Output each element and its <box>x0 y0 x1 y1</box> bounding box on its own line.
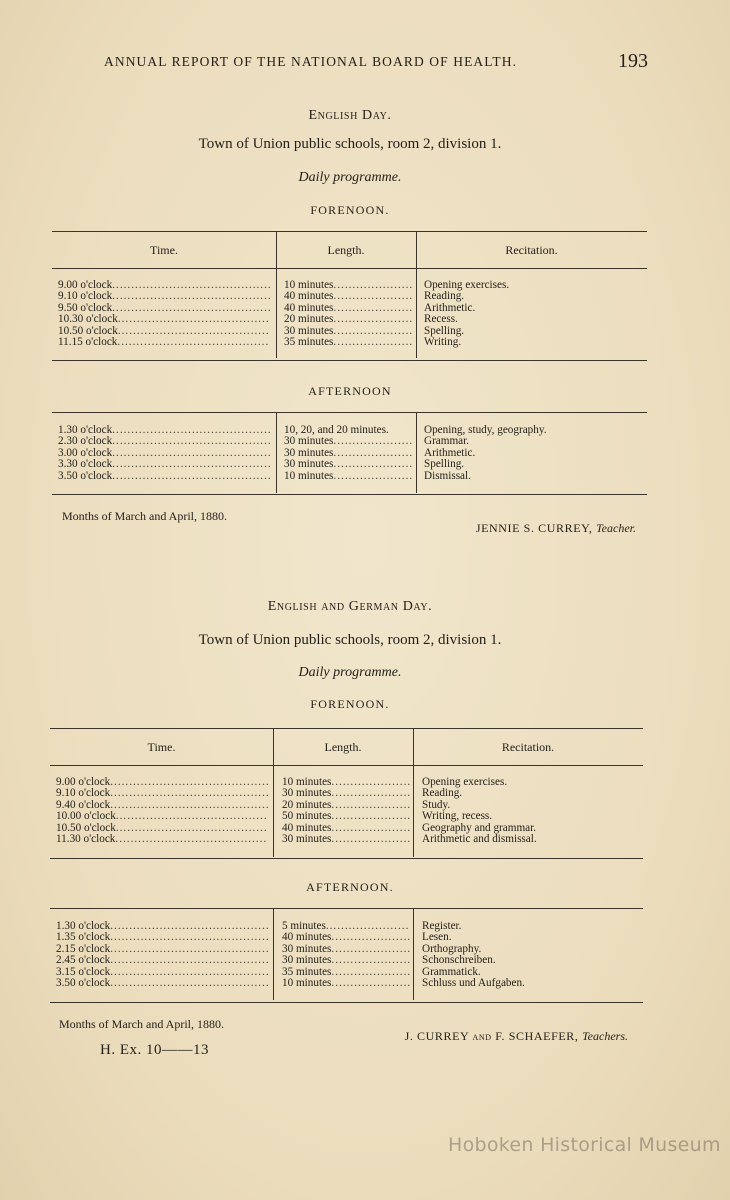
time-cell <box>58 436 270 447</box>
recitation-cell-text: Opening, study, geography. <box>424 425 547 436</box>
section2-forenoon-label: FORENOON. <box>310 697 390 711</box>
recitation-cell <box>422 978 642 989</box>
time-cell <box>58 459 270 470</box>
dot-leader <box>333 314 412 325</box>
recitation-cell <box>424 291 644 302</box>
dot-leader <box>110 777 268 788</box>
section1-afternoon-table <box>52 412 647 496</box>
time-cell-text: 2.45 o'clock <box>56 955 111 967</box>
time-cell-text: 11.15 o'clock <box>58 337 118 348</box>
length-cell <box>284 337 412 348</box>
dot-leader <box>110 800 268 811</box>
length-cell-text: 30 minutes <box>282 955 332 967</box>
dot-leader <box>110 978 268 989</box>
recitation-cell-text: Geography and grammar. <box>422 822 537 834</box>
length-cell-text: 30 minutes <box>284 459 334 471</box>
dot-leader <box>112 291 270 302</box>
length-cell-text: 10 minutes <box>282 978 332 989</box>
section1-signature <box>476 521 636 536</box>
time-cell <box>56 811 268 822</box>
table-header <box>50 728 643 766</box>
dot-leader <box>112 471 270 482</box>
recitation-cell <box>424 303 644 314</box>
recitation-cell-text: Recess. <box>424 314 458 326</box>
length-cell-text: 10 minutes <box>284 280 334 291</box>
page-number: 193 <box>618 50 648 72</box>
dot-leader <box>110 788 268 799</box>
length-cell <box>284 448 412 459</box>
dot-leader <box>110 955 268 966</box>
section2-signature <box>405 1029 628 1044</box>
recitation-cell-text: Register. <box>422 921 462 932</box>
dot-leader <box>331 811 410 822</box>
dot-leader <box>331 800 410 811</box>
table-row <box>50 967 643 978</box>
time-cell <box>56 788 268 799</box>
time-cell-text: 10.00 o'clock <box>56 811 116 823</box>
length-cell <box>282 811 410 822</box>
time-cell <box>56 944 268 955</box>
time-cell <box>56 967 268 978</box>
table-row <box>52 291 647 302</box>
length-cell-text: 35 minutes <box>284 337 334 348</box>
dot-leader <box>333 326 412 337</box>
table-row <box>52 280 647 291</box>
column-header-recitation: Recitation. <box>505 242 558 257</box>
recitation-cell <box>424 326 644 337</box>
length-cell-text: 10 minutes <box>282 777 332 788</box>
dot-leader <box>333 303 412 314</box>
section1-subtitle: Town of Union public schools, room 2, division 1. <box>198 136 502 152</box>
recitation-cell-text: Opening exercises. <box>422 777 508 788</box>
dot-leader <box>333 459 412 470</box>
recitation-cell <box>422 967 642 978</box>
recitation-cell-text: Spelling. <box>424 459 465 471</box>
table-row <box>50 834 643 845</box>
table-row <box>50 800 643 811</box>
time-cell <box>56 921 268 932</box>
recitation-cell-text: Dismissal. <box>424 470 471 482</box>
column-header-recitation: Recitation. <box>501 739 555 754</box>
time-cell-text: 10.50 o'clock <box>58 325 118 337</box>
recitation-cell <box>424 425 644 436</box>
recitation-cell <box>422 777 642 788</box>
dot-leader <box>116 811 268 822</box>
column-header-time: Time. <box>150 242 178 257</box>
length-cell <box>282 834 410 845</box>
length-cell-text: 40 minutes <box>282 932 332 944</box>
length-cell <box>284 303 412 314</box>
dot-leader <box>112 303 270 314</box>
recitation-cell <box>422 955 642 966</box>
time-cell <box>58 337 270 348</box>
length-cell-text: 30 minutes <box>284 436 334 448</box>
length-cell-text: 10, 20, and 20 minutes. <box>284 425 389 436</box>
dot-leader <box>110 944 268 955</box>
recitation-cell-text: Writing, recess. <box>422 811 493 823</box>
dot-leader <box>333 337 412 348</box>
dot-leader <box>333 448 412 459</box>
time-cell <box>56 777 268 788</box>
time-cell <box>58 448 270 459</box>
dot-leader <box>331 788 410 799</box>
recitation-cell <box>424 471 644 482</box>
recitation-cell-text: Writing. <box>424 337 462 348</box>
length-cell <box>284 436 412 447</box>
recitation-cell <box>424 459 644 470</box>
table-row <box>50 777 643 788</box>
section2-forenoon-table <box>50 728 643 860</box>
table-bottom-rule <box>52 360 647 361</box>
section2-afternoon-label: AFTERNOON. <box>306 880 394 894</box>
length-cell <box>284 314 412 325</box>
dot-leader <box>112 459 270 470</box>
length-cell <box>284 471 412 482</box>
length-cell <box>282 978 410 989</box>
table-row <box>50 932 643 943</box>
time-cell <box>56 834 268 845</box>
length-cell <box>282 823 410 834</box>
dot-leader <box>331 944 410 955</box>
recitation-cell-text: Lesen. <box>422 932 452 944</box>
recitation-cell <box>424 436 644 447</box>
dot-leader <box>112 425 270 436</box>
dot-leader <box>331 978 410 989</box>
section1-programme: Daily programme. <box>298 170 402 185</box>
section1-forenoon-table <box>52 231 647 361</box>
dot-leader <box>116 823 268 834</box>
length-cell <box>284 425 412 436</box>
time-cell-text: 9.40 o'clock <box>56 799 111 811</box>
table-row <box>52 303 647 314</box>
recitation-cell <box>424 314 644 325</box>
dot-leader <box>118 326 270 337</box>
length-cell-text: 50 minutes <box>282 811 332 823</box>
dot-leader <box>112 436 270 447</box>
time-cell <box>58 280 270 291</box>
dot-leader <box>117 337 270 348</box>
table-row <box>52 471 647 482</box>
section1-forenoon-label: FORENOON. <box>310 203 390 217</box>
section1-months: Months of March and April, 1880. <box>62 509 227 523</box>
time-cell-text: 1.30 o'clock <box>56 921 111 932</box>
time-cell <box>56 955 268 966</box>
length-cell-text: 30 minutes <box>282 943 332 955</box>
recitation-cell <box>422 823 642 834</box>
time-cell-text: 3.30 o'clock <box>58 459 113 471</box>
recitation-cell-text: Reading. <box>422 788 463 800</box>
table-top-rule <box>50 908 643 909</box>
recitation-cell-text: Spelling. <box>424 325 465 337</box>
recitation-cell-text: Arithmetic and dismissal. <box>422 834 537 845</box>
recitation-cell-text: Grammar. <box>424 436 470 448</box>
length-cell-text: 35 minutes <box>282 966 332 978</box>
table-top-rule <box>52 412 647 413</box>
dot-leader <box>331 955 410 966</box>
section2-months: Months of March and April, 1880. <box>59 1017 224 1031</box>
teacher-role: Teachers. <box>582 1029 628 1043</box>
dot-leader <box>333 280 412 291</box>
column-header-length: Length. <box>324 739 362 754</box>
time-cell <box>58 291 270 302</box>
table-row <box>50 944 643 955</box>
table-row <box>52 337 647 348</box>
recitation-cell <box>422 921 642 932</box>
time-cell <box>58 314 270 325</box>
teacher-role: Teacher. <box>596 521 636 535</box>
teacher-and: and <box>472 1029 492 1043</box>
length-cell <box>282 967 410 978</box>
length-cell-text: 40 minutes <box>282 822 332 834</box>
section2-afternoon-table <box>50 908 643 1004</box>
length-cell <box>282 944 410 955</box>
length-cell-text: 40 minutes <box>284 291 334 303</box>
table-row <box>50 921 643 932</box>
dot-leader <box>333 436 412 447</box>
dot-leader <box>115 834 268 845</box>
section2-programme: Daily programme. <box>298 665 402 680</box>
length-cell <box>282 800 410 811</box>
dot-leader <box>331 823 410 834</box>
length-cell-text: 30 minutes <box>284 325 334 337</box>
time-cell-text: 9.50 o'clock <box>58 302 113 314</box>
length-cell <box>282 932 410 943</box>
recitation-cell-text: Arithmetic. <box>424 447 476 459</box>
recitation-cell-text: Grammatick. <box>422 966 481 978</box>
time-cell-text: 11.30 o'clock <box>56 834 116 845</box>
section2-title: English and German Day. <box>267 599 433 614</box>
time-cell-text: 10.30 o'clock <box>58 314 118 326</box>
time-cell-text: 10.50 o'clock <box>56 822 116 834</box>
teacher-name-1: J. CURREY <box>404 1029 469 1043</box>
dot-leader <box>110 921 268 932</box>
teacher-name: JENNIE S. CURREY, <box>475 521 593 535</box>
time-cell <box>56 932 268 943</box>
table-bottom-rule <box>50 1002 643 1003</box>
table-row <box>50 978 643 989</box>
length-cell <box>284 326 412 337</box>
length-cell <box>282 921 410 932</box>
table-row <box>50 788 643 799</box>
section2-subtitle: Town of Union public schools, room 2, division 1. <box>198 632 502 648</box>
length-cell-text: 20 minutes <box>284 314 334 326</box>
recitation-cell-text: Orthography. <box>422 943 482 955</box>
dot-leader <box>326 921 410 932</box>
dot-leader <box>110 932 268 943</box>
time-cell-text: 1.30 o'clock <box>58 425 113 436</box>
table-row <box>52 425 647 436</box>
table-row <box>52 459 647 470</box>
length-cell-text: 30 minutes <box>284 447 334 459</box>
column-header-length: Length. <box>327 242 365 257</box>
time-cell-text: 3.50 o'clock <box>56 978 111 989</box>
dot-leader <box>331 967 410 978</box>
time-cell-text: 9.10 o'clock <box>58 291 113 303</box>
table-row <box>52 326 647 337</box>
dot-leader <box>331 777 410 788</box>
time-cell <box>56 978 268 989</box>
table-header <box>52 231 647 269</box>
recitation-cell-text: Schluss und Aufgaben. <box>422 978 525 989</box>
length-cell-text: 20 minutes <box>282 799 332 811</box>
dot-leader <box>112 448 270 459</box>
time-cell-text: 9.00 o'clock <box>58 280 113 291</box>
dot-leader <box>333 471 412 482</box>
watermark: Hoboken Historical Museum <box>448 1134 721 1156</box>
running-title: ANNUAL REPORT OF THE NATIONAL BOARD OF HEALTH. <box>104 54 518 69</box>
recitation-cell <box>422 811 642 822</box>
recitation-cell <box>422 944 642 955</box>
time-cell <box>58 425 270 436</box>
length-cell <box>284 459 412 470</box>
time-cell <box>58 326 270 337</box>
table-row <box>50 955 643 966</box>
recitation-cell <box>422 800 642 811</box>
length-cell <box>282 777 410 788</box>
recitation-cell-text: Reading. <box>424 291 465 303</box>
length-cell-text: 30 minutes <box>282 788 332 800</box>
dot-leader <box>110 967 268 978</box>
time-cell <box>58 303 270 314</box>
time-cell <box>58 471 270 482</box>
time-cell <box>56 800 268 811</box>
recitation-cell <box>424 280 644 291</box>
running-header <box>104 52 652 76</box>
time-cell-text: 9.00 o'clock <box>56 777 111 788</box>
recitation-cell <box>424 337 644 348</box>
teacher-name-2: F. SCHAEFER, <box>495 1029 579 1043</box>
table-row <box>52 314 647 325</box>
time-cell-text: 2.15 o'clock <box>56 943 111 955</box>
recitation-cell-text: Study. <box>422 799 451 811</box>
table-bottom-rule <box>52 494 647 495</box>
section1-afternoon-label: AFTERNOON <box>308 384 392 398</box>
recitation-cell-text: Schonschreiben. <box>422 955 496 967</box>
recitation-cell-text: Opening exercises. <box>424 280 510 291</box>
time-cell <box>56 823 268 834</box>
table-row <box>50 811 643 822</box>
time-cell-text: 9.10 o'clock <box>56 788 111 800</box>
table-row <box>52 436 647 447</box>
length-cell <box>284 280 412 291</box>
dot-leader <box>331 932 410 943</box>
column-header-time: Time. <box>147 739 176 754</box>
time-cell-text: 1.35 o'clock <box>56 932 111 944</box>
recitation-cell <box>422 932 642 943</box>
recitation-cell-text: Arithmetic. <box>424 302 476 314</box>
length-cell-text: 40 minutes <box>284 302 334 314</box>
length-cell-text: 30 minutes <box>282 834 332 845</box>
length-cell <box>284 291 412 302</box>
time-cell-text: 3.00 o'clock <box>58 447 113 459</box>
table-row <box>50 823 643 834</box>
recitation-cell <box>422 788 642 799</box>
recitation-cell <box>424 448 644 459</box>
time-cell-text: 3.15 o'clock <box>56 966 111 978</box>
dot-leader <box>118 314 270 325</box>
length-cell <box>282 788 410 799</box>
recitation-cell <box>422 834 642 845</box>
table-bottom-rule <box>50 858 643 859</box>
dot-leader <box>331 834 410 845</box>
table-row <box>52 448 647 459</box>
length-cell-text: 5 minutes <box>282 921 326 932</box>
dot-leader <box>112 280 270 291</box>
length-cell-text: 10 minutes <box>284 470 334 482</box>
section1-title: English Day. <box>308 108 392 123</box>
time-cell-text: 3.50 o'clock <box>58 470 113 482</box>
time-cell-text: 2.30 o'clock <box>58 436 113 448</box>
dot-leader <box>333 291 412 302</box>
length-cell <box>282 955 410 966</box>
document-id: H. Ex. 10——13 <box>100 1042 209 1058</box>
